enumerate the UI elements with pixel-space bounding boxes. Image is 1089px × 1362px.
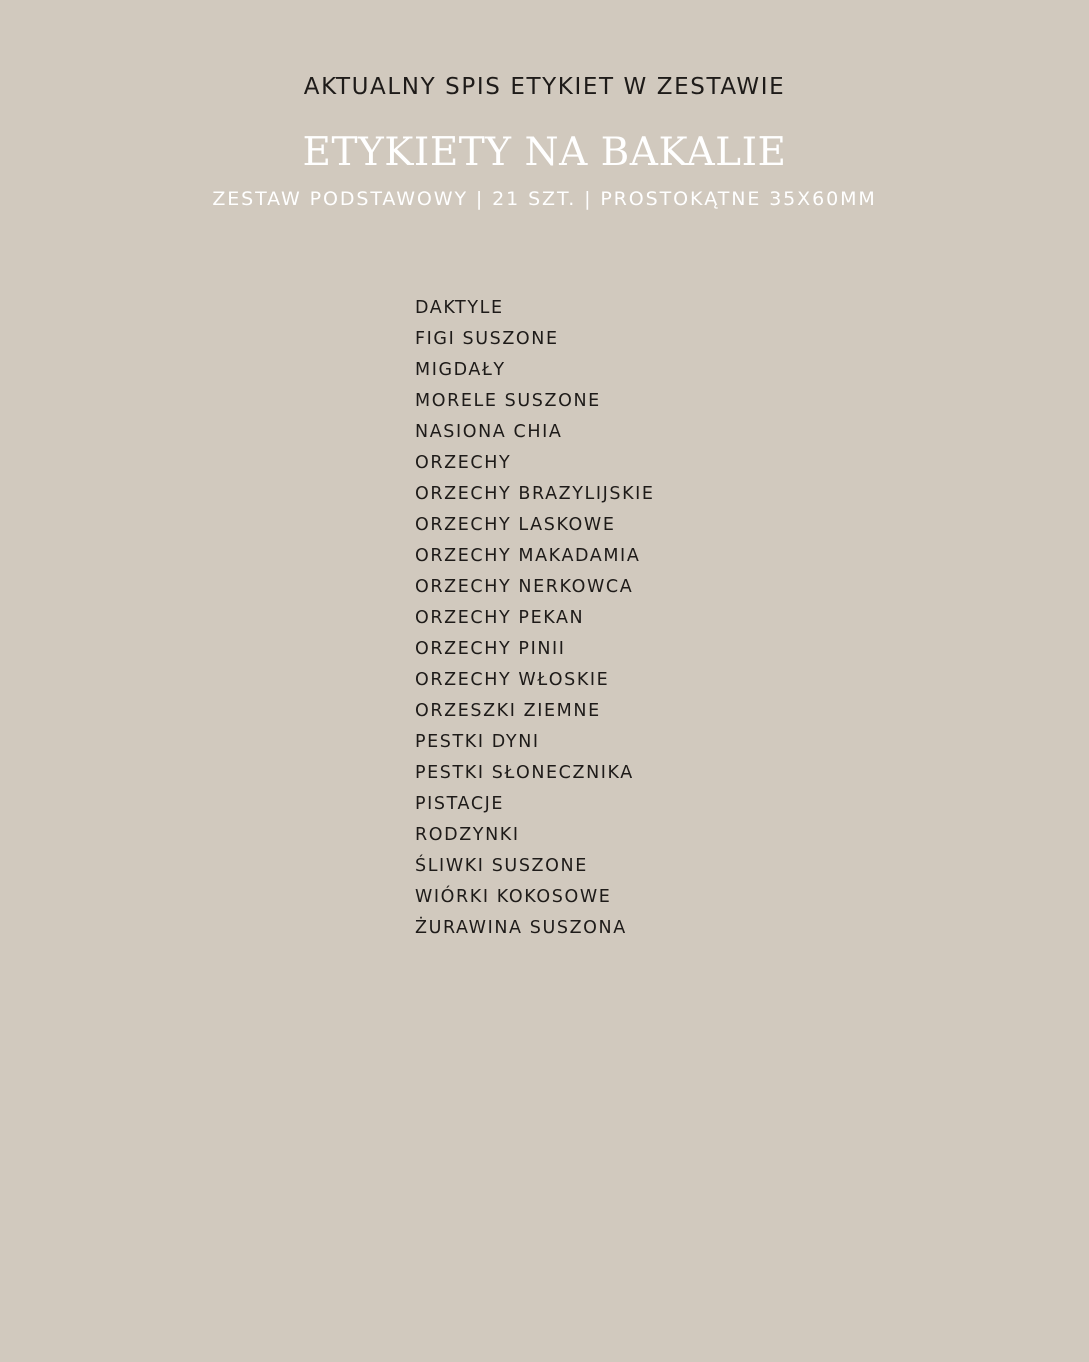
list-item: DAKTYLE <box>415 298 504 318</box>
list-item: ORZECHY <box>415 453 512 473</box>
label-list <box>415 294 655 945</box>
list-item: ORZECHY PINII <box>415 639 566 659</box>
list-item: ORZECHY MAKADAMIA <box>415 546 641 566</box>
page-title: ETYKIETY NA BAKALIE <box>302 130 787 175</box>
list-item: ORZECHY NERKOWCA <box>415 577 634 597</box>
list-item: ORZECHY BRAZYLIJSKIE <box>415 484 655 504</box>
list-item: RODZYNKI <box>415 825 520 845</box>
list-item: ORZESZKI ZIEMNE <box>415 701 601 721</box>
pre-title: AKTUALNY SPIS ETYKIET W ZESTAWIE <box>303 74 786 100</box>
page-subtitle: ZESTAW PODSTAWOWY | 21 SZT. | PROSTOKĄTNE 35X60MM <box>212 188 877 210</box>
list-item: MIGDAŁY <box>415 360 506 380</box>
list-item: ORZECHY LASKOWE <box>415 515 616 535</box>
list-item: NASIONA CHIA <box>415 422 563 442</box>
list-item: ŚLIWKI SUSZONE <box>415 856 588 876</box>
list-item: PESTKI DYNI <box>415 732 540 752</box>
list-item: PISTACJE <box>415 794 505 814</box>
list-item: WIÓRKI KOKOSOWE <box>415 887 612 907</box>
list-item: ORZECHY WŁOSKIE <box>415 670 610 690</box>
list-item: FIGI SUSZONE <box>415 329 559 349</box>
list-item: ORZECHY PEKAN <box>415 608 585 628</box>
list-item: ŻURAWINA SUSZONA <box>415 918 627 938</box>
list-item: MORELE SUSZONE <box>415 391 601 411</box>
list-item: PESTKI SŁONECZNIKA <box>415 763 634 783</box>
